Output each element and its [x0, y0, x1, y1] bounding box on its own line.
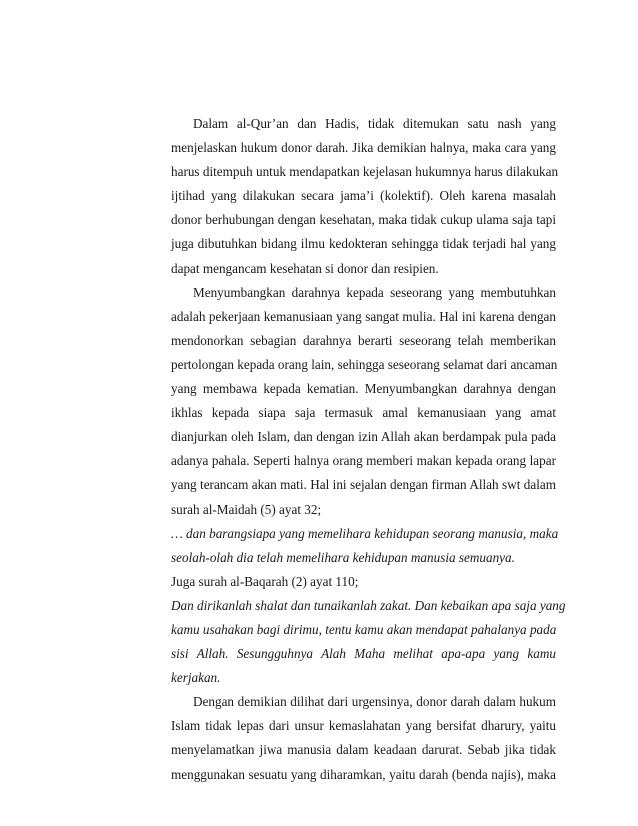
text-line: donor berhubungan dengan kesehatan, maka tidak cukup ulama saja tapi [171, 212, 556, 228]
quote-line: Dan dirikanlah shalat dan tunaikanlah zakat. Dan kebaikan apa saja yang [171, 597, 566, 613]
text-line: Dalam al-Qur’an dan Hadis, tidak ditemukan satu nash yang [193, 116, 556, 131]
text-line: dianjurkan oleh Islam, dan dengan izin Allah akan berdampak pula pada [171, 429, 556, 445]
text-line: ikhlas kepada siapa saja termasuk amal kemanusiaan yang amat [171, 405, 556, 421]
text-line: menyelamatkan jiwa manusia dalam keadaan darurat. Sebab jika tidak [171, 742, 556, 758]
text-line: menjelaskan hukum donor darah. Jika demikian halnya, maka cara yang [171, 140, 556, 156]
text-line: Juga surah al-Baqarah (2) ayat 110; [171, 573, 359, 589]
text-line: pertolongan kepada orang lain, sehingga seseorang selamat dari ancaman [171, 356, 558, 372]
text-line: menggunakan sesuatu yang diharamkan, yaitu darah (benda najis), maka [171, 766, 556, 782]
text-line: harus ditempuh untuk mendapatkan kejelasan hukumnya harus dilakukan [171, 164, 559, 180]
text-line: mendonorkan sebagian darahnya berarti seseorang telah memberikan [171, 332, 556, 348]
text-line: juga dibutuhkan bidang ilmu kedokteran sehingga tidak terjadi hal yang [171, 236, 556, 252]
text-line: Dengan demikian dilihat dari urgensinya, donor darah dalam hukum [193, 694, 556, 710]
quote-line: sisi Allah. Sesungguhnya Alah Maha melihat apa-apa yang kamu [171, 646, 556, 662]
quote-line: kamu usahakan bagi dirimu, tentu kamu akan mendapat pahalanya pada [171, 621, 557, 637]
quote-line: kerjakan. [171, 670, 221, 686]
text-line: surah al-Maidah (5) ayat 32; [171, 501, 322, 517]
text-line: dapat mengancam kesehatan si donor dan resipien. [171, 260, 439, 276]
text-line: Islam tidak lepas dari unsur kemaslahatan yang bersifat dharury, yaitu [171, 718, 556, 734]
text-line: adanya pahala. Seperti halnya orang memberi makan kepada orang lapar [171, 453, 556, 469]
quote-line: … dan barangsiapa yang memelihara kehidupan seorang manusia, maka [171, 525, 559, 541]
quote-line: seolah-olah dia telah memelihara kehidupan manusia semuanya. [171, 549, 515, 565]
text-line: yang membawa kepada kematian. Menyumbangkan darahnya dengan [171, 381, 556, 397]
text-line: adalah pekerjaan kemanusiaan yang sangat mulia. Hal ini karena dengan [171, 308, 556, 324]
document-page [171, 112, 566, 787]
text-line: Menyumbangkan darahnya kepada seseorang yang membutuhkan [193, 284, 556, 300]
text-line: yang terancam akan mati. Hal ini sejalan dengan firman Allah swt dalam [171, 477, 556, 493]
text-line: ijtihad yang dilakukan secara jama’i (kolektif). Oleh karena masalah [171, 188, 556, 204]
